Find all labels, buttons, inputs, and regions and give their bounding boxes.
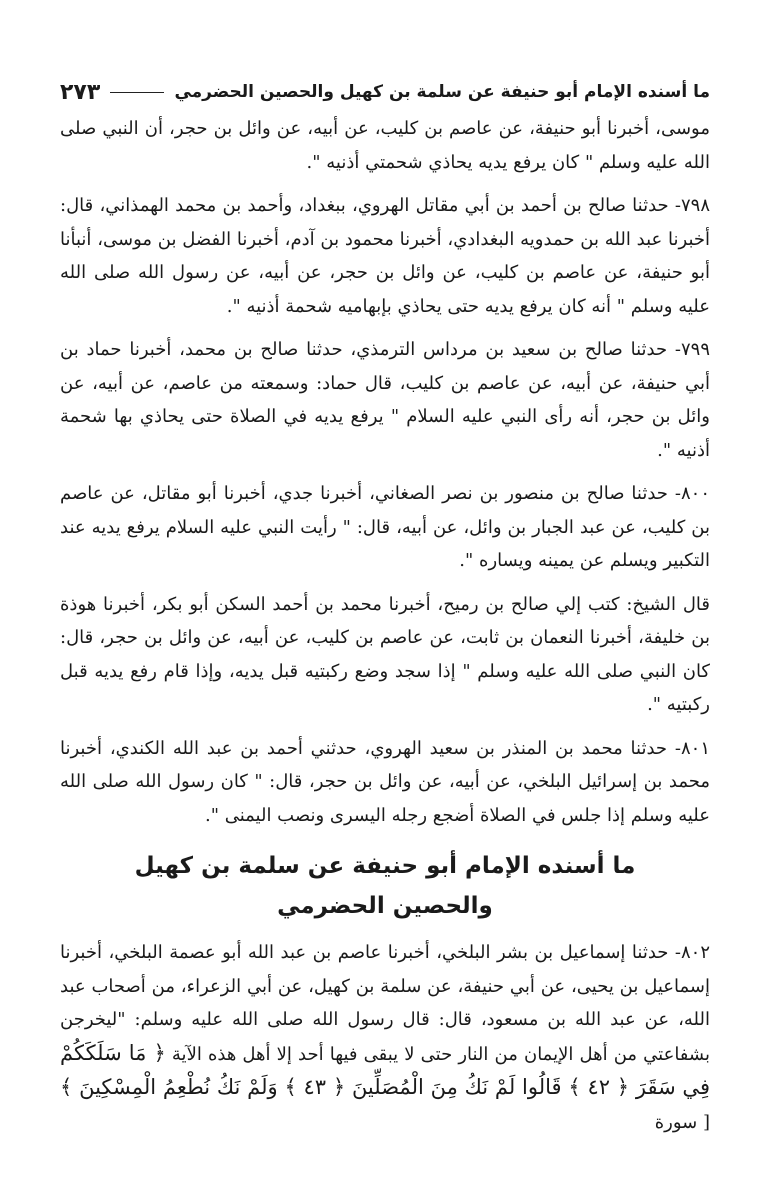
hadith-paragraph — [60, 936, 710, 1139]
running-head-rule — [110, 92, 164, 93]
hadith-paragraph: قال الشيخ: كتب إلي صالح بن رميح، أخبرنا محمد بن أحمد السكن أبو بكر، أخبرنا هوذة بن خليفة، أخبرنا النعمان بن ثابت، عن عاصم بن كليب، عن أبيه، عن وائل بن حجر، قال: كان النبي صلى الله عليه وسلم " إذا سجد وضع ركبتيه قبل يديه، وإذا قام رفع يديه قبل ركبتيه ". — [60, 593, 710, 715]
book-page — [60, 72, 710, 1139]
hadith-paragraph: موسى، أخبرنا أبو حنيفة، عن عاصم بن كليب، عن أبيه، عن وائل بن حجر، أن النبي صلى الله عليه وسلم " كان يرفع يديه يحاذي شحمتي أذنيه ". — [60, 118, 710, 173]
hadith-text: ٨٠٢- حدثنا إسماعيل بن بشر البلخي، أخبرنا عاصم بن عبد الله أبو عصمة البلخي، أخبرنا إسماعيل بن يحيى، عن أبي حنيفة، عن سلمة بن كهيل، عن أبي الزعراء، من أصحاب عبد الله، عن عبد الله بن مسعود، قال: قال رسول الله صلى الله عليه وسلم: "ليخرجن بشفاعتي من أهل الإيمان من النار حتى لا يبقى فيها أحد إلا أهل هذه الآية — [60, 942, 710, 1065]
hadith-paragraph: ٧٩٩- حدثنا صالح بن سعيد بن مرداس الترمذي، حدثنا صالح بن محمد، أخبرنا حماد بن أبي حنيفة، عن أبيه، عن عاصم بن كليب، قال حماد: وسمعته من عاصم، عن أبيه، عن وائل بن حجر، أنه رأى النبي عليه السلام " يرفع يديه في الصلاة حتى يحاذي بها شحمة أذنيه ". — [60, 339, 710, 461]
hadith-paragraph: ٧٩٨- حدثنا صالح بن أحمد بن أبي مقاتل الهروي، ببغداد، وأحمد بن محمد الهمذاني، قال: أخبرنا عبد الله بن حمدويه البغدادي، أخبرنا محمود بن آدم، أخبرنا الفضل بن موسى، أنبأنا أبو حنيفة، عن عاصم بن كليب، عن وائل بن حجر، عن أبيه، عن رسول الله صلى الله عليه وسلم " أنه كان يرفع يديه حتى يحاذي بإبهاميه شحمة أذنيه ". — [60, 195, 710, 317]
section-heading: ما أسنده الإمام أبو حنيفة عن سلمة بن كهيل والحصين الحضرمي — [134, 853, 636, 919]
running-head-title: ما أسنده الإمام أبو حنيفة عن سلمة بن كهيل والحصين الحضرمي — [174, 82, 710, 102]
page-number: ٢٧٣ — [60, 79, 101, 105]
surah-reference: [ سورة — [654, 1111, 710, 1133]
running-head — [60, 72, 710, 112]
hadith-paragraph: ٨٠١- حدثنا محمد بن المنذر بن سعيد الهروي، حدثني أحمد بن عبد الله الكندي، أخبرنا محمد بن إسرائيل البلخي، عن أبيه، عن وائل بن حجر، قال: " كان رسول الله صلى الله عليه وسلم إذا جلس في الصلاة أضجع رجله اليسرى ونصب اليمنى ". — [60, 737, 710, 826]
quran-verse: ﴿ مَا سَلَكَكُمْ فِي سَقَرَ ﴿ ٤٢ ﴾ قَالُوا لَمْ نَكُ مِنَ الْمُصَلِّينَ ﴿ ٤٣ ﴾ وَلَمْ نَكُ نُطْعِمُ الْمِسْكِينَ ﴾ — [60, 1040, 710, 1099]
hadith-paragraph: ٨٠٠- حدثنا صالح بن منصور بن نصر الصغاني، أخبرنا جدي، أخبرنا أبو مقاتل، عن عاصم بن كليب، عن عبد الجبار بن وائل، عن أبيه، قال: " رأيت النبي عليه السلام يرفع يديه عند التكبير ويسلم عن يمينه ويساره ". — [60, 483, 710, 571]
